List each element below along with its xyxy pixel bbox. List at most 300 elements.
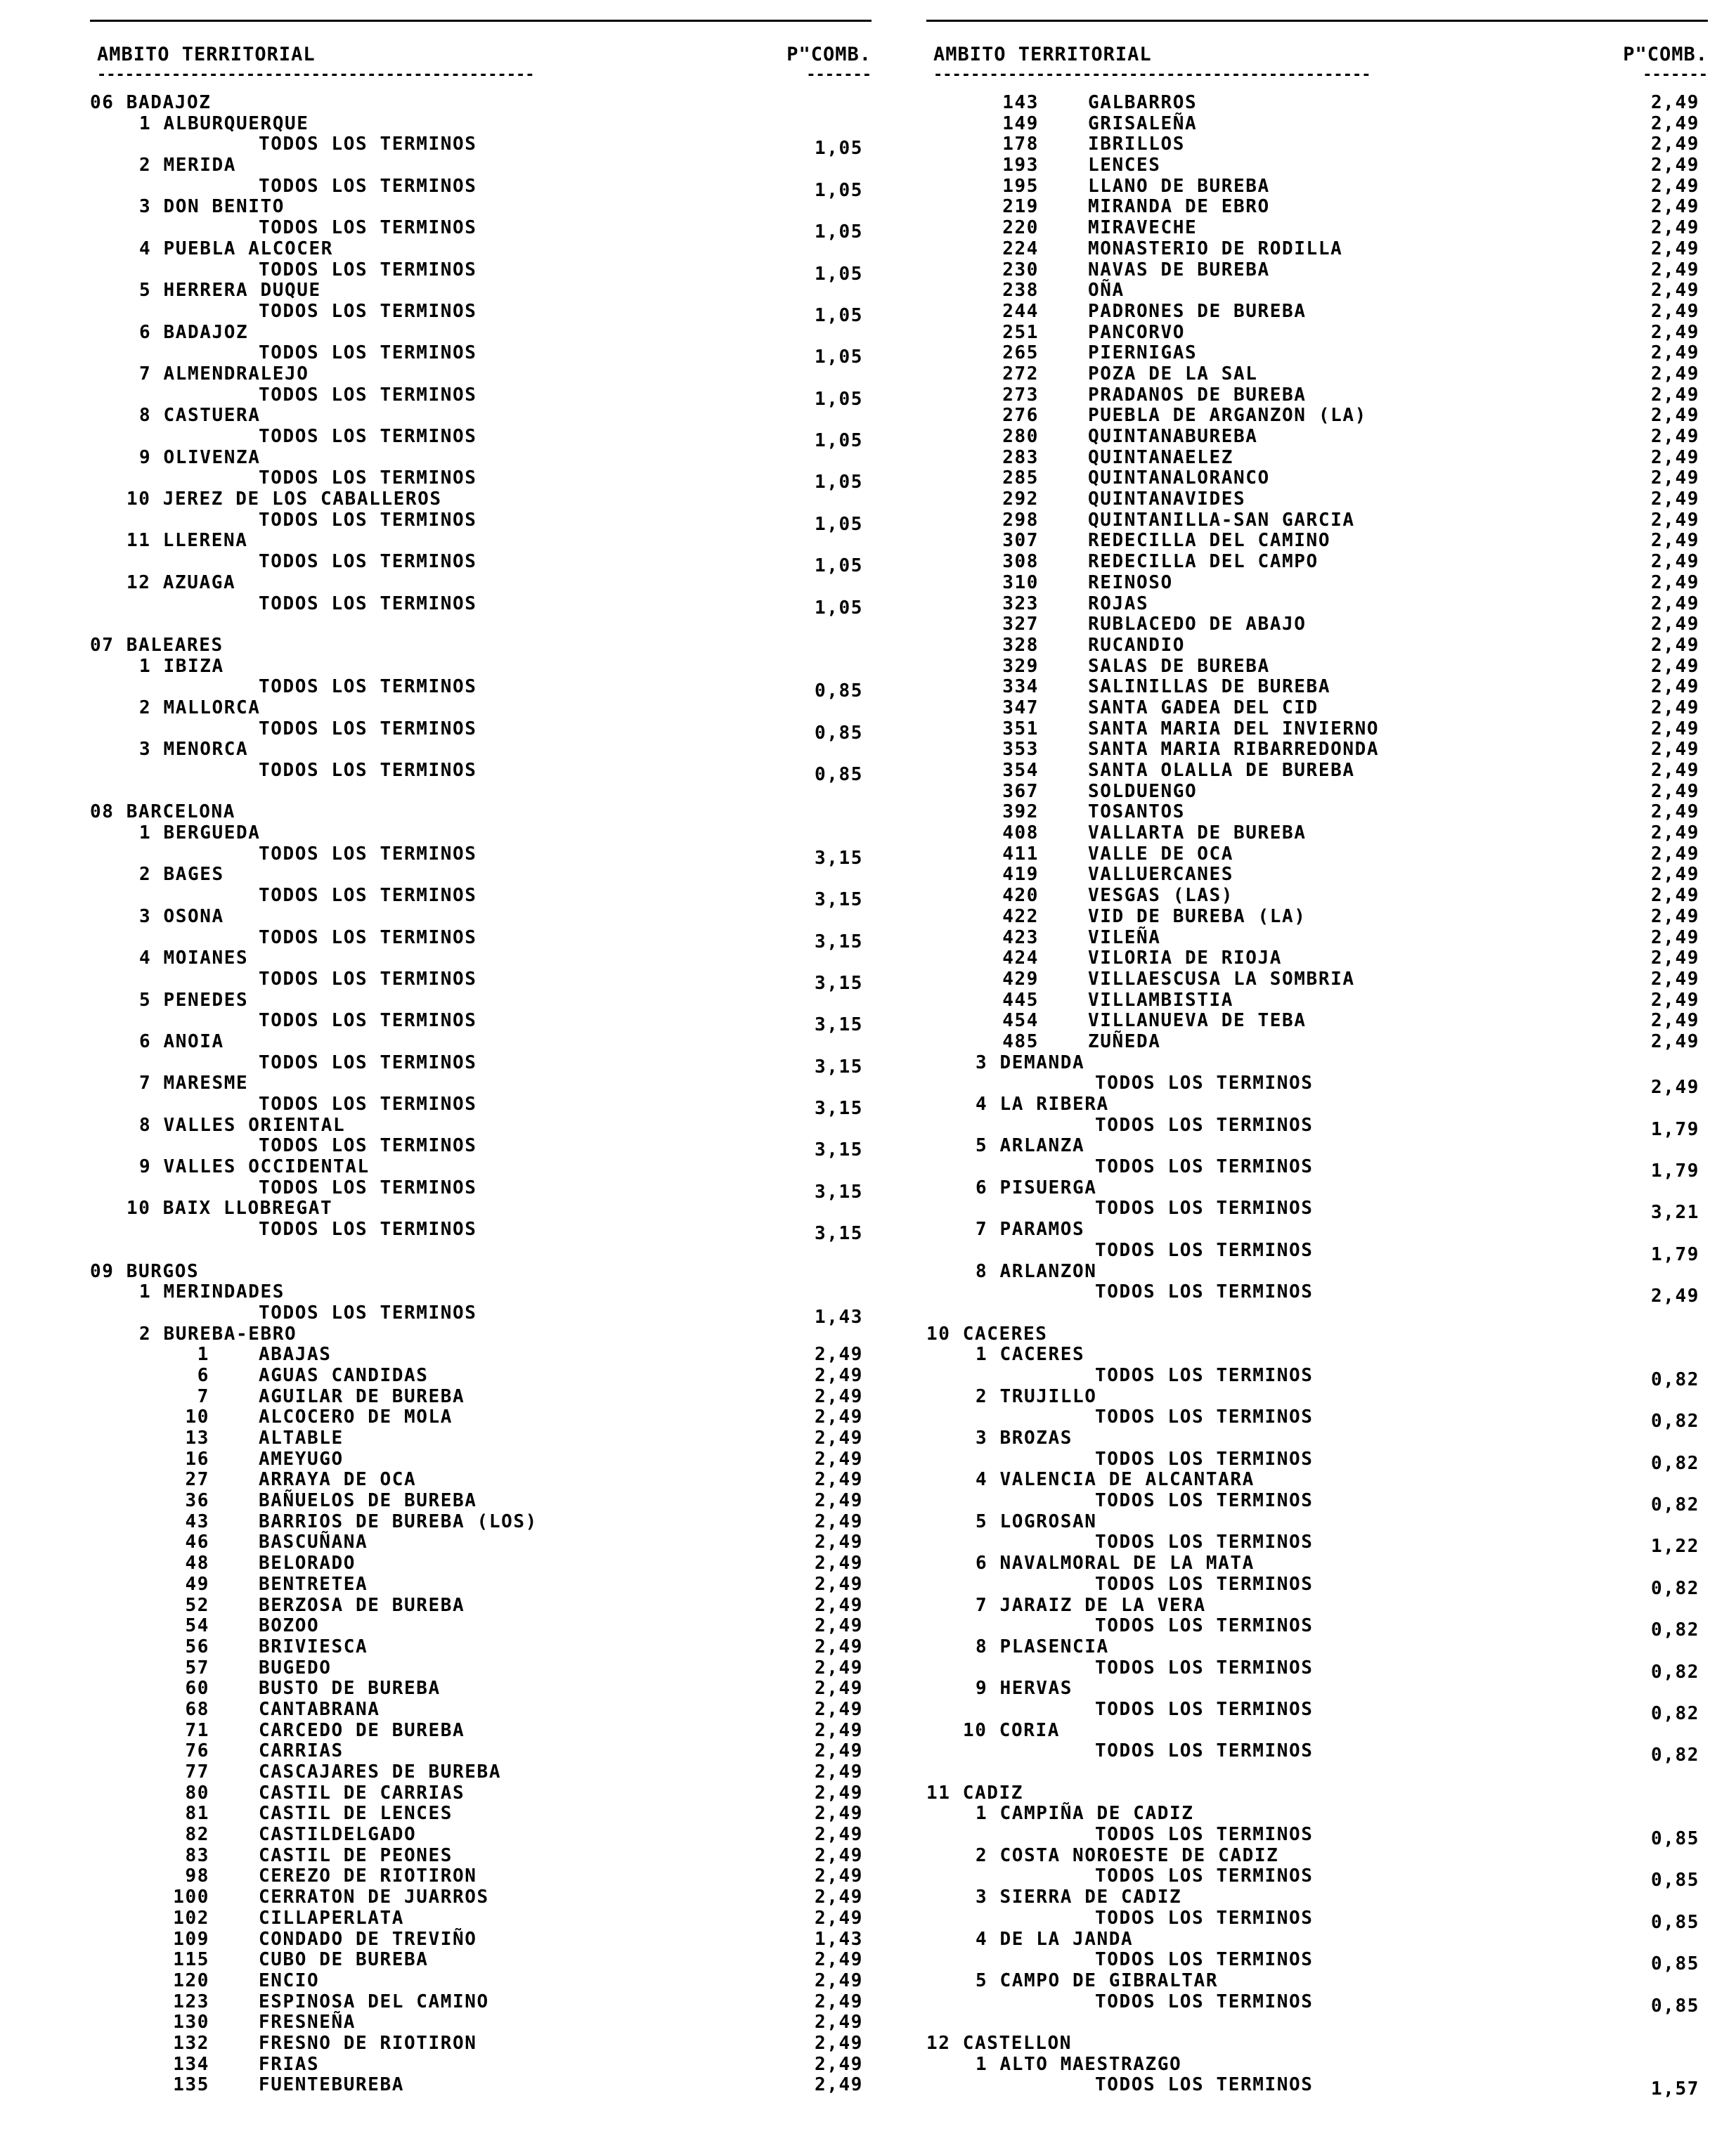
coefficient-value: 2,49 (1650, 426, 1699, 447)
blank-row (90, 1241, 872, 1262)
municipality-row (926, 114, 1708, 135)
province-label: 10 CACERES (926, 1323, 1048, 1345)
district-row (90, 1198, 872, 1220)
district-label: 3 OSONA (139, 905, 224, 927)
coefficient-value: 1,79 (1650, 1160, 1699, 1182)
municipality-name: VID DE BUREBA (LA) (1088, 905, 1307, 927)
coefficient-value: 2,49 (814, 1949, 863, 1971)
district-row (90, 1073, 872, 1094)
municipality-code: 7 (197, 1385, 209, 1407)
district-label: 5 PENEDES (139, 989, 249, 1011)
district-row (926, 1470, 1708, 1491)
district-row (926, 1887, 1708, 1908)
district-label: 6 NAVALMORAL DE LA MATA (976, 1553, 1255, 1574)
coefficient-value: 2,49 (1650, 112, 1699, 134)
municipality-code: 52 (185, 1594, 209, 1616)
todos-label: TODOS LOS TERMINOS (1095, 1991, 1314, 2012)
todos-row (90, 885, 872, 911)
municipality-row (926, 510, 1708, 531)
district-label: 3 DON BENITO (139, 196, 285, 218)
coefficient-value: 0,85 (1650, 1995, 1699, 2017)
municipality-name: SALINILLAS DE BUREBA (1088, 676, 1331, 698)
district-label: 9 HERVAS (976, 1678, 1073, 1700)
municipality-name: CASTIL DE CARRIAS (259, 1782, 465, 1804)
municipality-name: GRISALEÑA (1088, 112, 1198, 134)
district-row (90, 823, 872, 844)
municipality-name: IBRILLOS (1088, 134, 1186, 155)
coefficient-value: 2,49 (814, 1636, 863, 1657)
municipality-row (926, 907, 1708, 928)
municipality-code: 36 (185, 1490, 209, 1512)
district-row (926, 1804, 1708, 1825)
district-row (926, 1721, 1708, 1742)
district-label: 2 TRUJILLO (976, 1385, 1097, 1407)
municipality-code: 13 (185, 1428, 209, 1449)
coefficient-value: 1,05 (814, 472, 863, 493)
municipality-code: 429 (1002, 968, 1039, 990)
municipality-name: QUINTANILLA-SAN GARCIA (1088, 509, 1355, 531)
municipality-row (926, 239, 1708, 260)
district-row (926, 1178, 1708, 1199)
municipality-name: VESGAS (LAS) (1088, 885, 1234, 907)
todos-row (90, 593, 872, 619)
todos-label: TODOS LOS TERMINOS (1095, 1907, 1314, 1929)
todos-label: TODOS LOS TERMINOS (1095, 1532, 1314, 1553)
municipality-code: 328 (1002, 634, 1039, 656)
todos-row (90, 300, 872, 326)
municipality-row (926, 635, 1708, 656)
column-header-pcomb: P"COMB. (786, 44, 872, 65)
district-label: 4 PUEBLA ALCOCER (139, 238, 334, 259)
district-label: 1 IBIZA (139, 655, 224, 677)
municipality-row (926, 698, 1708, 719)
todos-label: TODOS LOS TERMINOS (259, 426, 477, 447)
coefficient-value: 2,49 (1650, 238, 1699, 259)
coefficient-value: 2,49 (814, 1844, 863, 1866)
coefficient-value: 1,05 (814, 179, 863, 201)
district-label: 10 CORIA (963, 1719, 1061, 1741)
province-label: 11 CADIZ (926, 1782, 1024, 1804)
district-row (90, 155, 872, 176)
municipality-code: 16 (185, 1448, 209, 1470)
district-label: 5 ARLANZA (976, 1135, 1085, 1157)
municipality-code: 327 (1002, 614, 1039, 635)
todos-label: TODOS LOS TERMINOS (259, 551, 477, 573)
municipality-code: 193 (1002, 155, 1039, 176)
coefficient-value: 2,49 (1650, 926, 1699, 948)
todos-label: TODOS LOS TERMINOS (1095, 1657, 1314, 1678)
municipality-name: REDECILLA DEL CAMINO (1088, 530, 1331, 552)
coefficient-value: 2,49 (814, 1573, 863, 1595)
todos-row (90, 1302, 872, 1328)
municipality-code: 68 (185, 1698, 209, 1720)
todos-row (926, 1740, 1708, 1766)
todos-label: TODOS LOS TERMINOS (259, 259, 477, 280)
district-row (90, 698, 872, 719)
todos-label: TODOS LOS TERMINOS (1095, 2074, 1314, 2096)
coefficient-value: 3,15 (814, 1098, 863, 1119)
todos-label: TODOS LOS TERMINOS (259, 1010, 477, 1032)
municipality-name: BELORADO (259, 1553, 356, 1574)
coefficient-value: 0,82 (1650, 1577, 1699, 1599)
coefficient-value: 2,49 (1650, 634, 1699, 656)
todos-row (90, 843, 872, 869)
district-row (90, 1324, 872, 1345)
municipality-code: 46 (185, 1532, 209, 1553)
district-label: 5 HERRERA DUQUE (139, 280, 321, 302)
municipality-row (90, 2012, 872, 2033)
municipality-code: 77 (185, 1761, 209, 1783)
coefficient-value: 3,15 (814, 889, 863, 911)
blank-row (926, 1762, 1708, 1783)
district-row (926, 1220, 1708, 1241)
municipality-name: VALLUERCANES (1088, 864, 1234, 886)
todos-row (926, 1364, 1708, 1390)
municipality-row (926, 739, 1708, 761)
municipality-row (926, 969, 1708, 990)
todos-label: TODOS LOS TERMINOS (259, 384, 477, 406)
todos-row (90, 968, 872, 994)
todos-row (926, 1865, 1708, 1891)
coefficient-value: 2,49 (1650, 905, 1699, 927)
municipality-name: TOSANTOS (1088, 801, 1186, 823)
municipality-name: BENTRETEA (259, 1573, 368, 1595)
municipality-code: 83 (185, 1844, 209, 1866)
municipality-code: 244 (1002, 300, 1039, 322)
district-label: 4 DE LA JANDA (976, 1928, 1134, 1950)
coefficient-value: 3,15 (814, 847, 863, 869)
district-label: 2 MERIDA (139, 155, 237, 176)
municipality-code: 408 (1002, 822, 1039, 844)
blank-row (90, 614, 872, 635)
todos-row (90, 384, 872, 410)
municipality-row (90, 1428, 872, 1449)
district-row (90, 1282, 872, 1303)
todos-row (926, 1114, 1708, 1140)
coefficient-value: 1,05 (814, 430, 863, 451)
district-row (90, 990, 872, 1011)
municipality-name: FUENTEBUREBA (259, 2074, 405, 2096)
coefficient-value: 0,82 (1650, 1619, 1699, 1641)
municipality-name: RUCANDIO (1088, 634, 1186, 656)
municipality-name: SANTA MARIA RIBARREDONDA (1088, 739, 1380, 761)
coefficient-value: 1,05 (814, 221, 863, 243)
municipality-row (926, 573, 1708, 594)
coefficient-value: 2,49 (1650, 989, 1699, 1011)
todos-row (926, 1615, 1708, 1641)
district-label: 5 LOGROSAN (976, 1511, 1097, 1532)
district-row (90, 406, 872, 427)
todos-label: TODOS LOS TERMINOS (259, 1302, 477, 1324)
municipality-code: 485 (1002, 1030, 1039, 1052)
header-underline-pcomb: ------- (1643, 66, 1708, 84)
coefficient-value: 0,85 (814, 722, 863, 744)
municipality-row (90, 1491, 872, 1512)
coefficient-value: 2,49 (1650, 739, 1699, 761)
coefficient-value: 2,49 (814, 1740, 863, 1762)
todos-label: TODOS LOS TERMINOS (259, 968, 477, 990)
municipality-row (90, 1574, 872, 1596)
coefficient-value: 1,43 (814, 1306, 863, 1328)
municipality-code: 76 (185, 1740, 209, 1762)
coefficient-value: 0,82 (1650, 1745, 1699, 1766)
municipality-row (926, 427, 1708, 448)
municipality-name: QUINTANALORANCO (1088, 467, 1270, 489)
todos-row (90, 217, 872, 243)
municipality-row (90, 1407, 872, 1428)
district-label: 1 ALBURQUERQUE (139, 112, 309, 134)
blank-row (90, 782, 872, 803)
coefficient-value: 1,05 (814, 513, 863, 535)
municipality-code: 298 (1002, 509, 1039, 531)
todos-label: TODOS LOS TERMINOS (1095, 1740, 1314, 1762)
district-label: 8 CASTUERA (139, 405, 261, 427)
municipality-code: 419 (1002, 864, 1039, 886)
district-row (90, 573, 872, 594)
district-row (90, 1157, 872, 1178)
municipality-code: 81 (185, 1803, 209, 1825)
district-label: 8 ARLANZON (976, 1260, 1097, 1282)
municipality-code: 310 (1002, 571, 1039, 593)
coefficient-value: 0,85 (1650, 1828, 1699, 1850)
todos-label: TODOS LOS TERMINOS (259, 467, 477, 489)
blank-row (926, 2012, 1708, 2033)
todos-row (90, 1010, 872, 1036)
municipality-row (90, 1971, 872, 1992)
municipality-row (90, 1762, 872, 1783)
municipality-row (926, 761, 1708, 782)
coefficient-value: 2,49 (1650, 697, 1699, 718)
coefficient-value: 2,49 (814, 1594, 863, 1616)
municipality-row (926, 406, 1708, 427)
coefficient-value: 2,49 (814, 1615, 863, 1637)
municipality-name: BUGEDO (259, 1657, 332, 1678)
municipality-code: 224 (1002, 238, 1039, 259)
municipality-name: ENCIO (259, 1969, 320, 1991)
municipality-name: PIERNIGAS (1088, 342, 1198, 364)
province-row (926, 1324, 1708, 1345)
coefficient-value: 3,15 (814, 1014, 863, 1036)
district-label: 3 DEMANDA (976, 1052, 1085, 1073)
district-row (90, 531, 872, 552)
coefficient-value: 2,49 (1650, 718, 1699, 739)
coefficient-value: 2,49 (1650, 1010, 1699, 1032)
municipality-name: PRADANOS DE BUREBA (1088, 384, 1307, 406)
todos-label: TODOS LOS TERMINOS (1095, 1824, 1314, 1846)
municipality-code: 6 (197, 1364, 209, 1386)
coefficient-value: 2,49 (814, 1490, 863, 1512)
todos-label: TODOS LOS TERMINOS (259, 1135, 477, 1157)
municipality-code: 115 (173, 1949, 209, 1971)
district-label: 4 LA RIBERA (976, 1094, 1109, 1115)
blank-row (926, 1303, 1708, 1324)
municipality-name: CASTIL DE PEONES (259, 1844, 453, 1866)
todos-label: TODOS LOS TERMINOS (259, 1219, 477, 1241)
municipality-row (926, 677, 1708, 698)
municipality-code: 347 (1002, 697, 1039, 718)
municipality-row (90, 1637, 872, 1658)
municipality-name: LLANO DE BUREBA (1088, 175, 1270, 197)
district-label: 2 COSTA NOROESTE DE CADIZ (976, 1844, 1279, 1866)
coefficient-value: 2,49 (1650, 509, 1699, 531)
municipality-row (926, 343, 1708, 364)
district-row (90, 197, 872, 218)
district-row (90, 280, 872, 302)
district-label: 8 VALLES ORIENTAL (139, 1114, 346, 1136)
province-label: 09 BURGOS (90, 1260, 200, 1282)
municipality-row (926, 1011, 1708, 1032)
todos-label: TODOS LOS TERMINOS (1095, 1073, 1314, 1094)
municipality-name: CASCAJARES DE BUREBA (259, 1761, 502, 1783)
municipality-row (90, 1616, 872, 1637)
coefficient-value: 2,49 (814, 1553, 863, 1574)
header-underline-ambito: ----------------------------------------------- (97, 66, 535, 84)
district-label: 6 ANOIA (139, 1030, 224, 1052)
todos-label: TODOS LOS TERMINOS (259, 1052, 477, 1073)
district-row (90, 865, 872, 886)
todos-row (926, 1532, 1708, 1558)
coefficient-value: 2,49 (1650, 1030, 1699, 1052)
municipality-name: CARCEDO DE BUREBA (259, 1719, 465, 1741)
municipality-name: BASCUÑANA (259, 1532, 368, 1553)
todos-row (90, 926, 872, 952)
coefficient-value: 2,49 (1650, 947, 1699, 969)
district-row (90, 1032, 872, 1053)
district-row (90, 323, 872, 344)
district-label: 3 SIERRA DE CADIZ (976, 1887, 1182, 1908)
municipality-code: 323 (1002, 593, 1039, 614)
left-rows (90, 93, 872, 2096)
municipality-code: 82 (185, 1824, 209, 1846)
coefficient-value: 2,49 (1650, 384, 1699, 406)
todos-row (90, 551, 872, 577)
municipality-code: 60 (185, 1678, 209, 1700)
municipality-name: REINOSO (1088, 571, 1173, 593)
municipality-code: 1 (197, 1344, 209, 1366)
municipality-code: 422 (1002, 905, 1039, 927)
todos-label: TODOS LOS TERMINOS (259, 509, 477, 531)
coefficient-value: 1,79 (1650, 1243, 1699, 1265)
todos-row (926, 1406, 1708, 1432)
municipality-row (926, 844, 1708, 865)
coefficient-value: 2,49 (1650, 968, 1699, 990)
municipality-row (926, 280, 1708, 302)
district-row (90, 656, 872, 678)
municipality-code: 54 (185, 1615, 209, 1637)
municipality-name: CASTIL DE LENCES (259, 1803, 453, 1825)
coefficient-value: 1,79 (1650, 1118, 1699, 1140)
municipality-row (926, 782, 1708, 803)
todos-row (926, 1073, 1708, 1099)
municipality-code: 411 (1002, 843, 1039, 865)
municipality-row (926, 802, 1708, 823)
municipality-name: ALTABLE (259, 1428, 344, 1449)
municipality-row (926, 197, 1708, 218)
municipality-name: BARRIOS DE BUREBA (LOS) (259, 1511, 538, 1532)
municipality-name: NAVAS DE BUREBA (1088, 259, 1270, 280)
district-row (926, 1637, 1708, 1658)
municipality-name: VILLAMBISTIA (1088, 989, 1234, 1011)
province-row (926, 2033, 1708, 2055)
municipality-row (90, 1783, 872, 1804)
province-row (90, 93, 872, 114)
todos-row (926, 1824, 1708, 1850)
municipality-row (90, 1449, 872, 1470)
municipality-code: 49 (185, 1573, 209, 1595)
top-rule (90, 20, 872, 22)
coefficient-value: 0,82 (1650, 1411, 1699, 1432)
todos-row (90, 718, 872, 744)
district-label: 8 PLASENCIA (976, 1636, 1109, 1657)
coefficient-value: 2,49 (814, 1991, 863, 2012)
municipality-code: 109 (173, 1928, 209, 1950)
coefficient-value: 2,49 (1650, 614, 1699, 635)
district-row (926, 1678, 1708, 1700)
todos-row (90, 1135, 872, 1161)
municipality-row (90, 2033, 872, 2055)
column-header-ambito: AMBITO TERRITORIAL (97, 44, 316, 65)
municipality-name: OÑA (1088, 280, 1125, 302)
district-label: 2 MALLORCA (139, 697, 261, 718)
district-label: 3 BROZAS (976, 1428, 1073, 1449)
column-header-pcomb: P"COMB. (1623, 44, 1708, 65)
todos-label: TODOS LOS TERMINOS (1095, 1573, 1314, 1595)
coefficient-value: 2,49 (1650, 363, 1699, 384)
coefficient-value: 2,49 (814, 1428, 863, 1449)
municipality-code: 420 (1002, 885, 1039, 907)
district-label: 10 JEREZ DE LOS CABALLEROS (127, 489, 442, 510)
coefficient-value: 2,49 (1650, 217, 1699, 239)
municipality-code: 424 (1002, 947, 1039, 969)
coefficient-value: 2,49 (814, 1406, 863, 1428)
municipality-code: 367 (1002, 780, 1039, 802)
coefficient-value: 3,15 (814, 972, 863, 994)
todos-label: TODOS LOS TERMINOS (259, 593, 477, 614)
coefficient-value: 2,49 (814, 1469, 863, 1491)
municipality-row (90, 1366, 872, 1387)
municipality-row (926, 1032, 1708, 1053)
municipality-name: CARRIAS (259, 1740, 344, 1762)
district-label: 12 AZUAGA (127, 571, 236, 593)
coefficient-value: 2,49 (814, 1448, 863, 1470)
coefficient-value: 2,49 (1650, 1077, 1699, 1099)
todos-row (926, 2074, 1708, 2100)
district-label: 2 BAGES (139, 864, 224, 886)
todos-row (90, 259, 872, 285)
todos-row (90, 175, 872, 201)
coefficient-value: 1,05 (814, 304, 863, 326)
province-label: 07 BALEARES (90, 634, 224, 656)
coefficient-value: 2,49 (1650, 342, 1699, 364)
todos-label: TODOS LOS TERMINOS (1095, 1448, 1314, 1470)
todos-label: TODOS LOS TERMINOS (259, 300, 477, 322)
municipality-name: CANTABRANA (259, 1698, 380, 1720)
municipality-name: ARRAYA DE OCA (259, 1469, 417, 1491)
coefficient-value: 2,49 (814, 1865, 863, 1887)
municipality-name: ESPINOSA DEL CAMINO (259, 1991, 489, 2012)
todos-row (926, 1991, 1708, 2017)
province-row (90, 802, 872, 823)
municipality-row (90, 1741, 872, 1762)
municipality-name: LENCES (1088, 155, 1161, 176)
municipality-row (926, 93, 1708, 114)
municipality-code: 135 (173, 2074, 209, 2096)
coefficient-value: 3,21 (1650, 1202, 1699, 1224)
municipality-name: AGUAS CANDIDAS (259, 1364, 429, 1386)
municipality-name: MIRAVECHE (1088, 217, 1198, 239)
district-label: 1 ALTO MAESTRAZGO (976, 2053, 1182, 2075)
municipality-code: 230 (1002, 259, 1039, 280)
